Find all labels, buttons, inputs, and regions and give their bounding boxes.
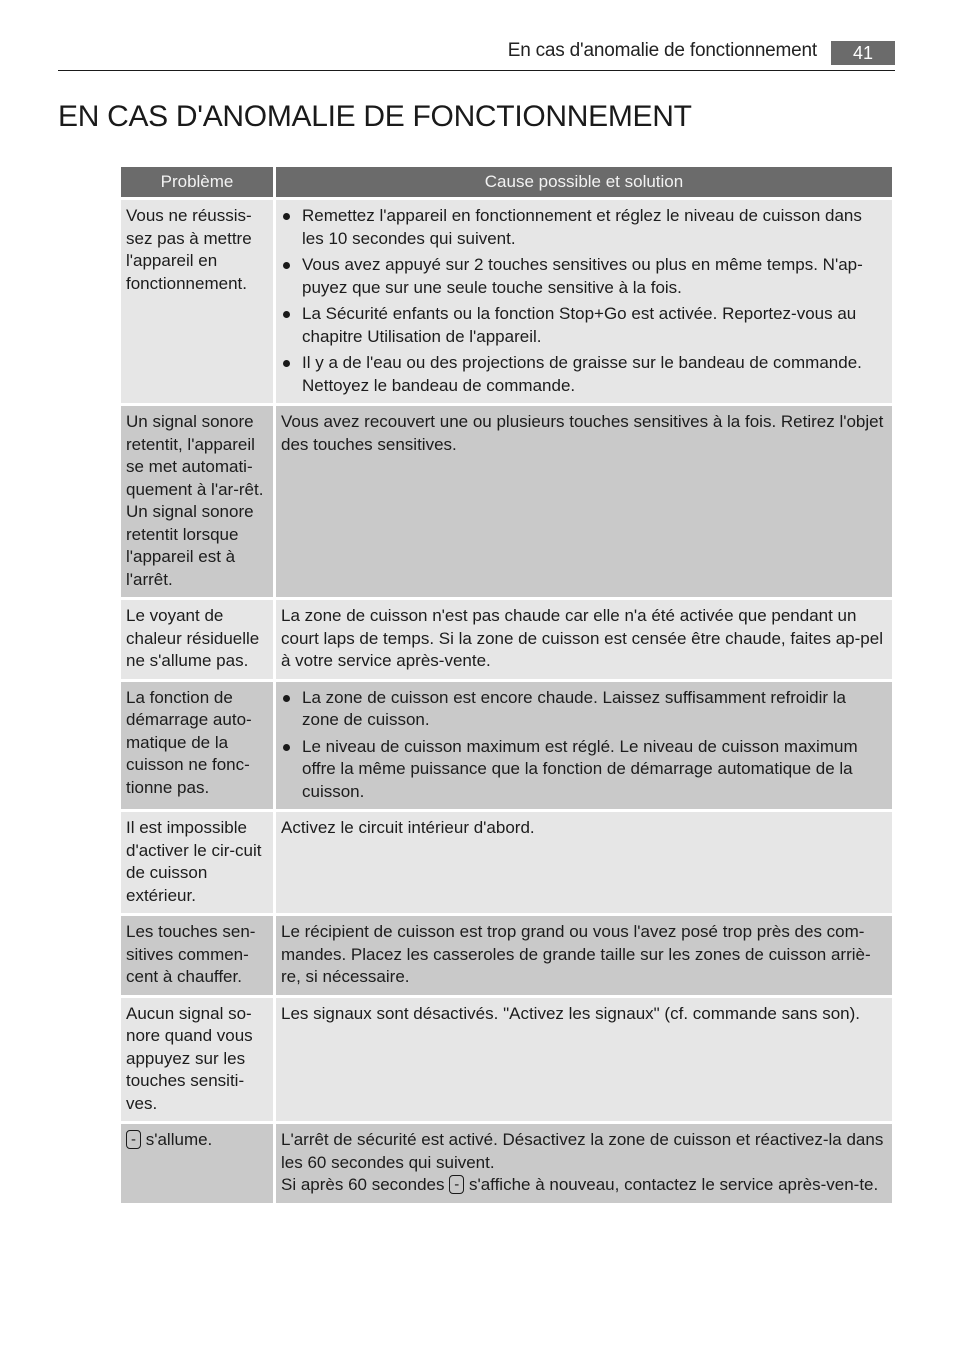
solution-list	[281, 205, 887, 397]
table-row	[121, 600, 892, 679]
solution-text-suffix: s'affiche à nouveau, contactez le service après-ven-te.	[468, 1175, 879, 1194]
running-title: En cas d'anomalie de fonctionnement	[507, 40, 817, 61]
troubleshooting-table	[118, 164, 895, 1206]
problem-text: Un signal sonore retentit, l'appareil se met automati-quement à l'ar-rêt.	[126, 412, 264, 499]
problem-cell: Les touches sen-sitives commen-cent à chauffer.	[121, 916, 273, 995]
table-row	[121, 406, 892, 597]
solution-cell	[276, 682, 892, 810]
minus-symbol-icon: -	[126, 1130, 141, 1149]
table-row	[121, 998, 892, 1122]
list-item: La Sécurité enfants ou la fonction Stop+Go est activée. Reportez-vous au chapitre Utilisation de l'appareil.	[281, 303, 887, 348]
table-row	[121, 682, 892, 810]
solution-list	[281, 687, 887, 804]
table-row	[121, 916, 892, 995]
solution-cell	[276, 1124, 892, 1203]
solution-text-prefix: Si après 60 secondes	[281, 1175, 445, 1194]
problem-text: s'allume.	[145, 1130, 213, 1149]
solution-text	[281, 1174, 887, 1197]
list-item: Vous avez appuyé sur 2 touches sensitives ou plus en même temps. N'ap-puyez que sur une seule touche sensitive à la fois.	[281, 254, 887, 299]
table-row	[121, 812, 892, 913]
solution-text: L'arrêt de sécurité est activé. Désactivez la zone de cuisson et réactivez-la dans les 60 secondes qui suivent.	[281, 1130, 884, 1172]
table-row	[121, 200, 892, 403]
minus-symbol-icon: -	[449, 1175, 464, 1194]
solution-cell: Le récipient de cuisson est trop grand ou vous l'avez posé trop près des com-mandes. Placez les casseroles de grande taille sur les zones de cuisson arriè-re, si nécessaire.	[276, 916, 892, 995]
problem-cell: La fonction de démarrage auto-matique de la cuisson ne fonc-tionne pas.	[121, 682, 273, 810]
problem-cell	[121, 1124, 273, 1203]
solution-cell	[276, 200, 892, 403]
table-header-row	[121, 167, 892, 197]
problem-cell: Vous ne réussis-sez pas à mettre l'appareil en fonctionnement.	[121, 200, 273, 403]
list-item: La zone de cuisson est encore chaude. Laissez suffisamment refroidir la zone de cuisson.	[281, 687, 887, 732]
solution-cell: Les signaux sont désactivés. "Activez les signaux" (cf. commande sans son).	[276, 998, 892, 1122]
problem-cell: Aucun signal so-nore quand vous appuyez sur les touches sensiti-ves.	[121, 998, 273, 1122]
problem-cell: Le voyant de chaleur résiduelle ne s'allume pas.	[121, 600, 273, 679]
solution-cell: La zone de cuisson n'est pas chaude car elle n'a été activée que pendant un court laps de temps. Si la zone de cuisson est censée être chaude, faites ap-pel à votre service après-vente.	[276, 600, 892, 679]
page-title: EN CAS D'ANOMALIE DE FONCTIONNEMENT	[58, 100, 692, 133]
page-number: 41	[831, 41, 895, 65]
solution-cell: Activez le circuit intérieur d'abord.	[276, 812, 892, 913]
problem-cell	[121, 406, 273, 597]
page-header	[58, 38, 895, 71]
solution-cell: Vous avez recouvert une ou plusieurs touches sensitives à la fois. Retirez l'objet des touches sensitives.	[276, 406, 892, 597]
problem-cell: Il est impossible d'activer le cir-cuit de cuisson extérieur.	[121, 812, 273, 913]
list-item: Il y a de l'eau ou des projections de graisse sur le bandeau de commande. Nettoyez le bandeau de commande.	[281, 352, 887, 397]
problem-text: Un signal sonore retentit lorsque l'appareil est à l'arrêt.	[126, 502, 254, 589]
table-row	[121, 1124, 892, 1203]
list-item: Le niveau de cuisson maximum est réglé. Le niveau de cuisson maximum offre la même puissance que la fonction de démarrage automatique de la cuisson.	[281, 736, 887, 804]
column-header-problem: Problème	[121, 167, 273, 197]
column-header-solution: Cause possible et solution	[276, 167, 892, 197]
list-item: Remettez l'appareil en fonctionnement et réglez le niveau de cuisson dans les 10 secondes qui suivent.	[281, 205, 887, 250]
